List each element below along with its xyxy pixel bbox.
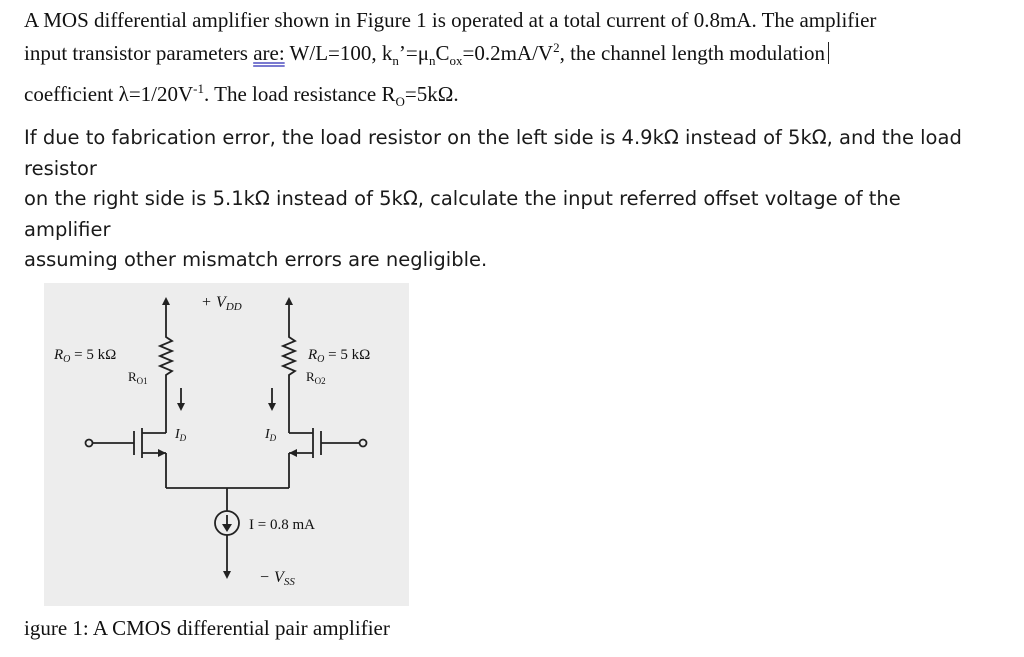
problem-text: =5kΩ. — [404, 82, 459, 107]
underlined-word[interactable]: are: — [253, 41, 285, 65]
id-left-subscript: D — [179, 433, 187, 443]
ro2-subscript: O2 — [314, 376, 326, 386]
question-line-3: on the right side is 5.1kΩ instead of 5kΩ, calculate the input referred offset voltage of the — [24, 187, 901, 210]
question-line-2: resistor — [24, 156, 97, 180]
ro1-subscript: O1 — [136, 376, 148, 386]
m2-source-arrow-head — [289, 449, 297, 457]
ro1-label — [128, 369, 148, 386]
subscript: n — [428, 53, 436, 69]
m1-source-arrow-head — [158, 449, 166, 457]
id-arrow-head-left — [177, 403, 185, 411]
vdd-arrow-head-left — [162, 297, 170, 305]
problem-text: =0.2mA/V — [462, 41, 554, 65]
problem-text: W/L=100, k — [284, 41, 393, 65]
ro-right-subscript: O — [317, 354, 325, 365]
ro-right-letter: R — [308, 347, 318, 363]
ro1-letter: R — [128, 369, 137, 384]
subscript: O — [395, 94, 405, 110]
vss-label — [260, 569, 295, 588]
resistor-ro2 — [283, 331, 295, 408]
problem-line-2 — [24, 34, 1014, 75]
ro-right-label — [307, 347, 370, 365]
vdd-arrow-head-right — [285, 297, 293, 305]
problem-text: ’=μ — [398, 41, 429, 65]
problem-text: . The load resistance R — [204, 82, 396, 107]
id-left-letter: I — [175, 427, 180, 442]
id-right-subscript: D — [269, 433, 277, 443]
ro-left-subscript: O — [63, 354, 71, 365]
problem-statement — [24, 6, 1014, 116]
tail-current-label: I = 0.8 mA — [249, 517, 315, 533]
superscript: -1 — [193, 81, 205, 97]
text-cursor — [828, 42, 830, 64]
vdd-letter: V — [216, 294, 226, 311]
id-arrow-head-right — [268, 403, 276, 411]
vdd-plus: + — [202, 294, 212, 311]
problem-text: input transistor parameters — [24, 41, 254, 65]
problem-text: A MOS differential amplifier shown in Figure 1 is operated at a total current of 0.8mA. The amplifier — [24, 8, 877, 32]
question-line-4: amplifier — [24, 217, 111, 241]
subscript: ox — [449, 53, 463, 69]
ro2-letter: R — [306, 369, 315, 384]
question-line-5: assuming other mismatch errors are negligible. — [24, 248, 488, 271]
differential-pair-schematic — [44, 283, 409, 606]
ro2-label — [306, 369, 326, 386]
vss-letter: V — [274, 569, 284, 586]
problem-text: coefficient λ=1/20V — [24, 82, 194, 107]
id-right-label — [264, 427, 277, 443]
current-source-arrow-head — [222, 524, 232, 532]
id-left-label — [174, 427, 187, 443]
ro-left-value: = 5 kΩ — [70, 347, 117, 363]
subscript: n — [392, 53, 399, 69]
problem-line-1 — [24, 6, 1014, 34]
superscript: 2 — [553, 40, 560, 55]
vss-arrow-head — [223, 571, 231, 579]
problem-line-3 — [24, 75, 1014, 116]
vdd-label — [202, 294, 242, 313]
id-right-letter: I — [265, 427, 270, 442]
ro-right-value: = 5 kΩ — [324, 347, 371, 363]
ro-left-label — [53, 347, 116, 365]
figure-caption: igure 1: A CMOS differential pair amplifier — [24, 616, 390, 640]
input-terminal-right — [360, 440, 367, 447]
question-line-1: If due to fabrication error, the load resistor on the left side is 4.9kΩ instead of 5kΩ, and the load — [24, 126, 962, 149]
input-terminal-left — [86, 440, 93, 447]
question-text — [24, 123, 1014, 276]
circuit-figure — [44, 283, 409, 606]
resistor-ro1 — [160, 331, 172, 408]
problem-text: C — [435, 41, 450, 65]
vdd-subscript: DD — [225, 301, 242, 313]
problem-text: , the channel length modulation — [559, 41, 825, 65]
vss-minus: − — [260, 569, 270, 586]
ro-left-letter: R — [54, 347, 64, 363]
vss-subscript: SS — [283, 576, 295, 588]
